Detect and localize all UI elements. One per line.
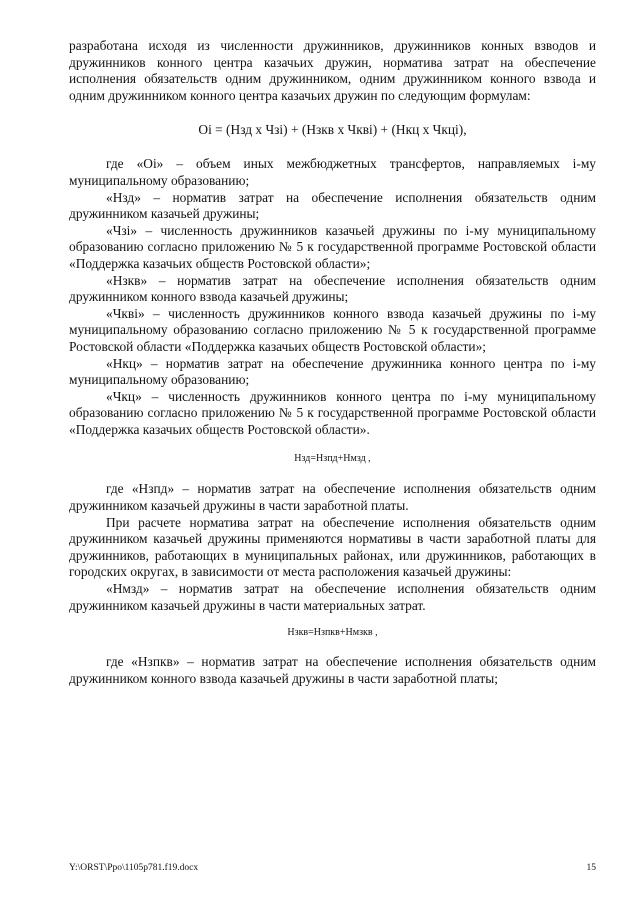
paragraph-def-nzkv: «Нзкв» – норматив затрат на обеспечение исполнения обязательств одним дружинником конного взвода казачьей дружины; [69, 272, 596, 305]
paragraph-def-oi: где «Оі» – объем иных межбюджетных трансфертов, направляемых і-му муниципальному образованию; [69, 156, 596, 188]
paragraph-def-nkc: «Нкц» – норматив затрат на обеспечение дружинника конного центра по і-му муниципальному образованию; [69, 355, 596, 388]
document-page [69, 38, 596, 687]
paragraph-def-chkvi: «Чкві» – численность дружинников конного взвода казачьей дружины по і-му муниципальному образованию согласно приложению № 5 к государственной программе Ростовской области «Поддержка казачьих обществ Ростовской области»; [69, 305, 596, 354]
paragraph-def-chzi: «Чзі» – численность дружинников казачьей дружины по і-му муниципальному образованию согласно приложению № 5 к государственной программе Ростовской области «Поддержка казачьих обществ Ростовской области»; [69, 222, 596, 271]
paragraph-def-nmzd: «Нмзд» – норматив затрат на обеспечение исполнения обязательств одним дружинником казачьей дружины в части материальных затрат. [69, 581, 596, 613]
formula-transfer-volume: Оі = (Нзд x Чзі) + (Нзкв x Чкві) + (Нкц x Чкці), [198, 122, 467, 138]
paragraph-calculation-note: При расчете норматива затрат на обеспечение исполнения обязательств одним дружинником казачьей дружины применяются нормативы в части заработной платы для дружинников, работающих в муниципальных районах, или дружинников, работающих в городских округах, в зависимости от места расположения казачьей дружины: [69, 514, 596, 580]
page-footer [69, 862, 596, 874]
formula-nzkv: Нзкв=Нзпкв+Нмзкв , [287, 627, 378, 639]
formula-nzd: Нзд=Нзпд+Нмзд , [294, 453, 371, 465]
footer-file-path: Y:\ORST\Ppo\1105p781.f19.docx [69, 863, 199, 873]
page-number: 15 [586, 863, 596, 873]
paragraph-def-nzpd: где «Нзпд» – норматив затрат на обеспечение исполнения обязательств одним дружинником казачьей дружины в части заработной платы. [69, 481, 596, 514]
paragraph-def-chkc: «Чкц» – численность дружинников конного центра по і-му муниципальному образованию согласно приложению № 5 к государственной программе Ростовской области «Поддержка казачьих обществ Ростовской области». [69, 388, 596, 437]
paragraph-intro: разработана исходя из численности дружинников, дружинников конных взводов и дружинников конного центра казачьих дружин, норматива затрат на обеспечение исполнения обязательств одним дружинником, одним дружинником конного взвода и одним дружинником конного центра казачьих дружин по следующим формулам: [69, 38, 596, 103]
paragraph-def-nzd: «Нзд» – норматив затрат на обеспечение исполнения обязательств одним дружинником казачьей дружины; [69, 189, 596, 222]
paragraph-def-nzpkv: где «Нзпкв» – норматив затрат на обеспечение исполнения обязательств одним дружинником конного взвода казачьей дружины в части заработной платы; [69, 654, 596, 686]
